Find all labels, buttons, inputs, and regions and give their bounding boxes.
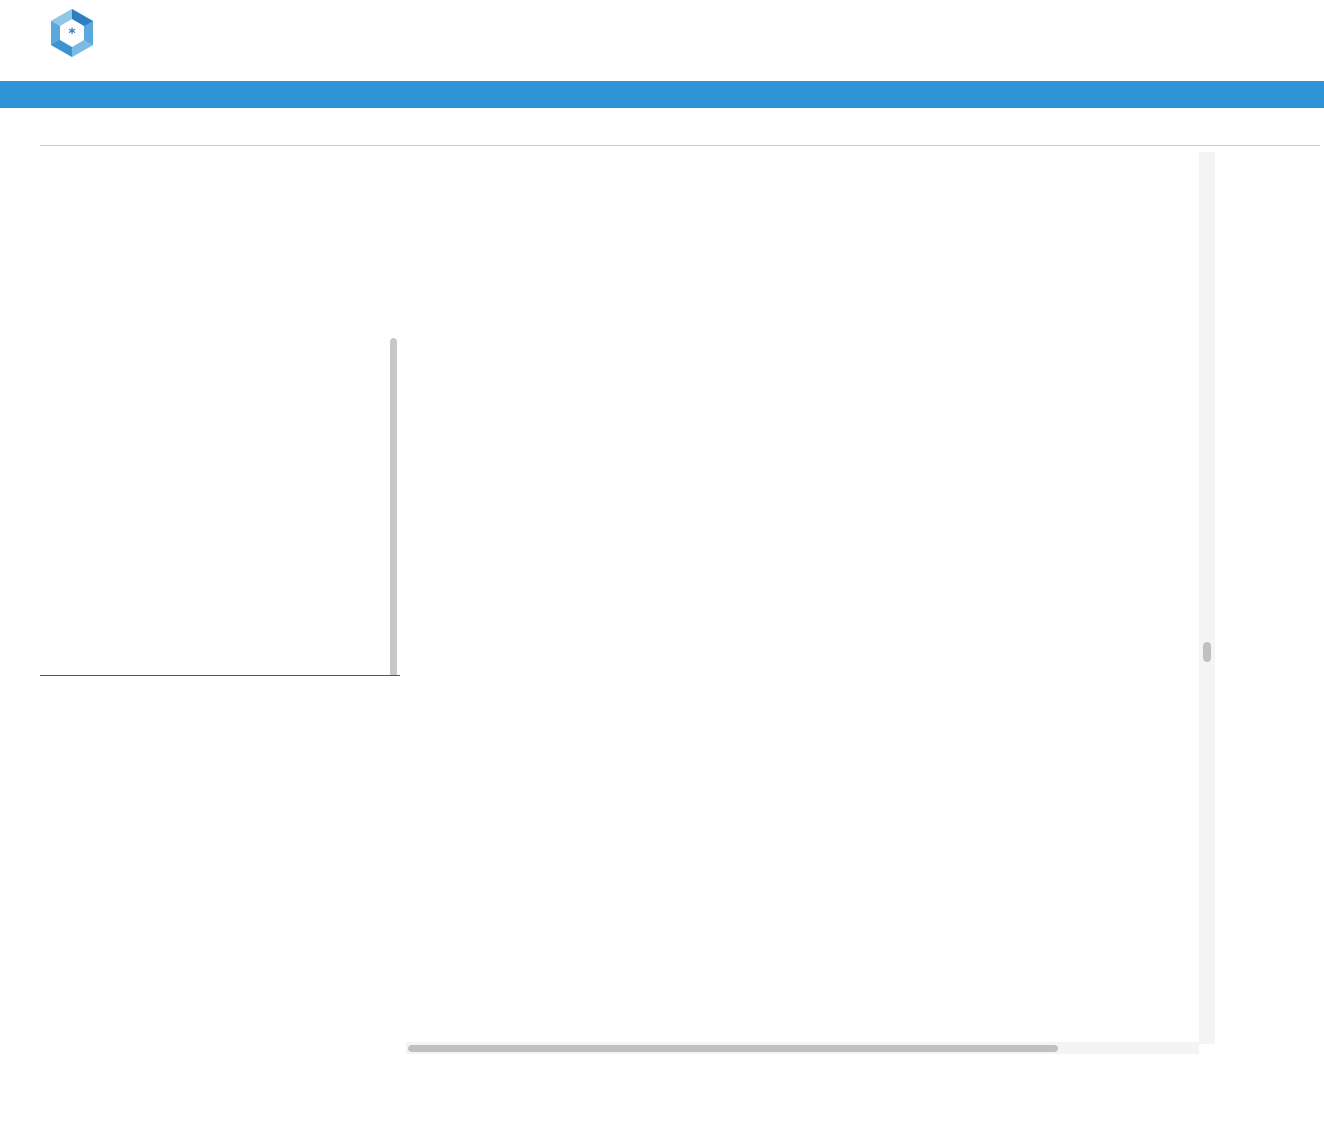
document-vertical-scrollbar[interactable] [1199,152,1215,1044]
index-menu [40,155,400,676]
year-bar [0,81,1324,108]
sidebar-scrollbar[interactable] [390,338,397,676]
divider [40,145,1320,146]
balance-sheet-adjustments-panel [40,155,400,676]
document-horizontal-scrollbar[interactable] [406,1042,1199,1054]
vertical-scroll-thumb[interactable] [1203,642,1211,662]
new-constructs-logo[interactable] [50,8,94,58]
header [0,0,1324,82]
filing-document [406,152,1199,1044]
horizontal-scroll-thumb[interactable] [408,1045,1058,1052]
svg-text:*: * [68,26,76,42]
